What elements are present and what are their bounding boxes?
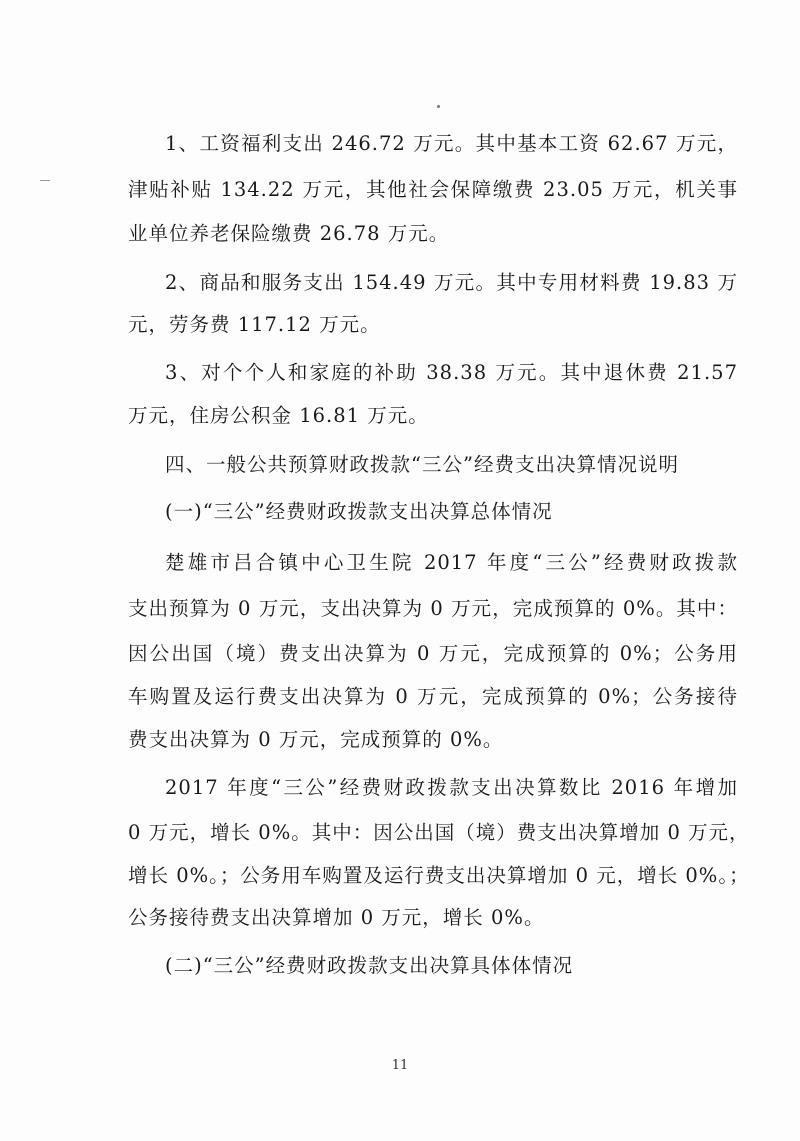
paragraph-line: 增长 0%。；公务用车购置及运行费支出决算增加 0 元，增长 0%。； <box>128 864 750 887</box>
paragraph-line: 津贴补贴 134.22 万元，其他社会保障缴费 23.05 万元，机关事 <box>128 178 738 201</box>
scan-speck <box>437 105 440 108</box>
section-heading: 四、一般公共预算财政拨款“三公”经费支出决算情况说明 <box>165 453 679 476</box>
paragraph-line: 2017 年度“三公”经费财政拨款支出决算数比 2016 年增加 <box>165 776 738 799</box>
scan-speck <box>40 180 50 181</box>
subsection-heading: (一)“三公”经费财政拨款支出决算总体情况 <box>165 500 553 523</box>
paragraph-line: 公务接待费支出决算增加 0 万元，增长 0%。 <box>128 906 545 929</box>
paragraph-line: 车购置及运行费支出决算为 0 万元，完成预算的 0%；公务接待 <box>128 685 738 708</box>
paragraph-line: 因公出国（境）费支出决算为 0 万元，完成预算的 0%；公务用 <box>128 642 738 665</box>
paragraph-line: 元，劳务费 117.12 万元。 <box>128 313 381 336</box>
paragraph-line: 业单位养老保险缴费 26.78 万元。 <box>128 222 450 245</box>
paragraph-line: 万元，住房公积金 16.81 万元。 <box>128 404 429 427</box>
page-number: 11 <box>391 1058 409 1073</box>
paragraph-line: 2、商品和服务支出 154.49 万元。其中专用材料费 19.83 万 <box>165 271 738 294</box>
paragraph-line: 费支出决算为 0 万元，完成预算的 0%。 <box>128 728 504 751</box>
paragraph-line: 楚雄市吕合镇中心卫生院 2017 年度“三公”经费财政拨款 <box>165 551 738 574</box>
paragraph-line: 3、对个个人和家庭的补助 38.38 万元。其中退休费 21.57 <box>165 361 738 384</box>
paragraph-line: 1、工资福利支出 246.72 万元。其中基本工资 62.67 万元， <box>165 132 738 155</box>
paragraph-line: 0 万元，增长 0%。其中：因公出国（境）费支出决算增加 0 万元， <box>128 821 750 844</box>
paragraph-line: 支出预算为 0 万元，支出决算为 0 万元，完成预算的 0%。其中： <box>128 597 738 620</box>
subsection-heading: (二)“三公”经费财政拨款支出决算具体体情况 <box>165 954 574 977</box>
